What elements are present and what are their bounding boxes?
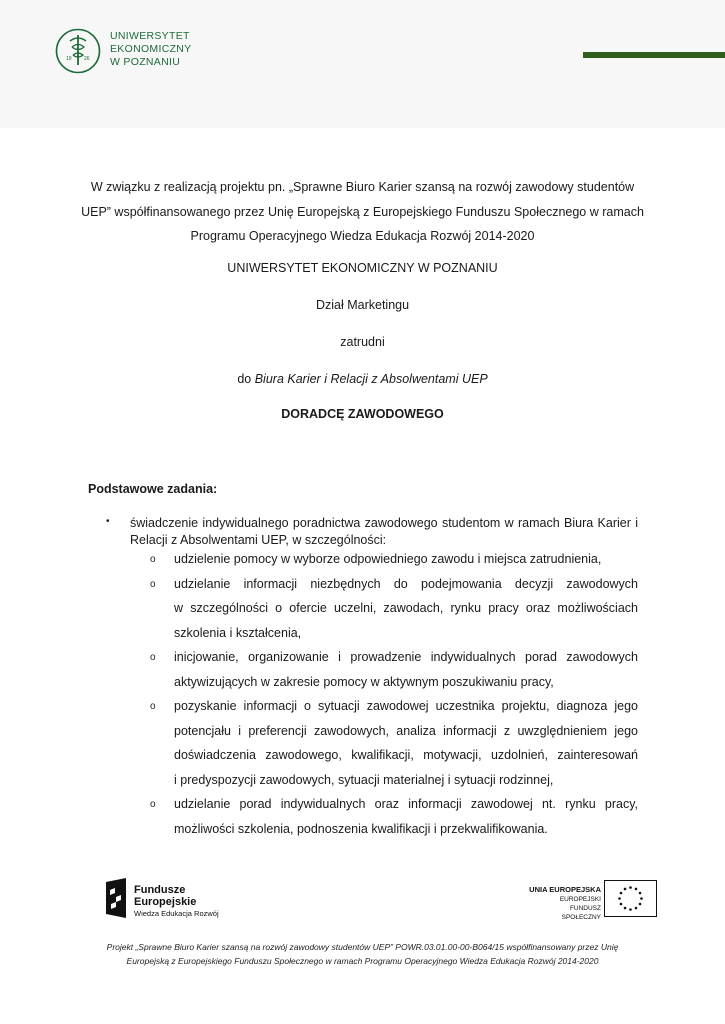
fundusze-europejskie-wordmark [134,884,219,920]
footer-line: Europejską z Europejskiego Funduszu Społecznego w ramach Programu Operacyjnego Wiedza Edukacja Rozwój 2014-2020 [126,956,599,966]
logo-year-right: 26 [84,56,90,62]
sub-task-line: udzielenie pomocy w wyborze odpowiedniego zawodu i miejsca zatrudnienia, [174,552,602,566]
intro-paragraph [0,175,725,249]
sub-bullet-icon: o [150,701,156,712]
eu-star-icon [635,888,638,891]
sub-task-line: potencjału i preferencji zawodowych, analiza informacji z uwzględnieniem jego [174,724,638,738]
letterhead [0,0,725,128]
fe-line: Wiedza Edukacja Rozwój [134,909,219,918]
sub-task-line: udzielanie informacji niezbędnych do podejmowania decyzji zawodowych [174,577,638,591]
tasks-heading: Podstawowe zadania: [88,482,218,496]
sub-bullet-icon: o [150,579,156,590]
fe-line: Europejskie [134,896,197,908]
eu-star-icon [624,907,627,910]
sub-task-line: w szczególności o ofercie uczelni, zawodach, rynku pracy oraz możliwościach [174,601,638,615]
hires-text: zatrudni [340,335,385,349]
sub-task-line: pozyskanie informacji o sytuacji zawodowej uczestnika projektu, diagnoza jego [174,699,638,713]
sub-task-line: i predyspozycji zawodowych, sytuacji materialnej i sytuacji rodzinnej, [174,773,554,787]
eu-wordmark [529,885,601,922]
header-accent-bar [583,52,725,58]
sub-task-line: udzielanie porad indywidualnych oraz informacji zawodowej nt. rynku pracy, [174,797,638,811]
eu-line: EUROPEJSKI [559,896,601,903]
project-footer [0,940,725,968]
eu-star-icon [639,892,642,895]
university-name [110,30,191,69]
fe-line: Fundusze [134,884,186,896]
unit-name: Biura Karier i Relacji z Absolwentami UEP [254,372,488,386]
sub-bullet-icon: o [150,799,156,810]
unit-line [0,372,725,386]
department-name: Dział Marketingu [315,298,410,312]
main-task: świadczenie indywidualnego poradnictwa zawodowego studentom w ramach Biura Karier i Relacji z Absolwentami UEP, w szczególności: [130,516,638,547]
sub-task-line: inicjowanie, organizowanie i prowadzenie indywidualnych porad zawodowych [174,650,638,664]
logo-year-left: 19 [66,56,72,62]
intro-line: Programu Operacyjnego Wiedza Edukacja Rozwój 2014-2020 [190,229,535,243]
sub-task-line: szkolenia i kształcenia, [174,626,302,640]
eu-star-icon [629,886,632,889]
sub-task-line: aktywizujących w zakresie pomocy w aktywnym poszukiwaniu pracy, [174,675,554,689]
sub-task-line: doświadczenia zawodowego, kwalifikacji, motywacji, uzdolnień, zainteresowań [174,748,638,762]
sub-bullet-icon: o [150,554,156,565]
university-name-line: UNIWERSYTET [110,30,190,42]
eu-star-icon [640,897,643,900]
position-title: DORADCĘ ZAWODOWEGO [281,407,444,421]
bullet-icon: • [106,516,110,527]
eu-line: UNIA EUROPEJSKA [529,885,601,894]
intro-line: W związku z realizacją projektu pn. „Sprawne Biuro Karier szansą na rozwój zawodowy studentów [90,180,635,194]
eu-star-icon [639,903,642,906]
unit-prefix: do [237,372,255,386]
eu-line: FUNDUSZ SPOŁECZNY [561,905,601,921]
eu-star-icon [620,903,623,906]
eu-flag-icon [604,880,657,917]
eu-star-icon [618,897,621,900]
sub-task-line: możliwości szkolenia, podnoszenia kwalifikacji i przekwalifikowania. [174,822,548,836]
employer-name: UNIWERSYTET EKONOMICZNY W POZNANIU [227,261,498,275]
footer-line: Projekt „Sprawne Biuro Karier szansą na rozwój zawodowy studentów UEP” POWR.03.01.00-00-B064/15 współfinansowany przez Unię [106,942,619,952]
eu-star-icon [629,908,632,911]
eu-star-icon [624,888,627,891]
eu-star-icon [620,892,623,895]
university-name-line: EKONOMICZNY [110,43,192,55]
intro-line: UEP” współfinansowanego przez Unię Europejską z Europejskiego Funduszu Społecznego w ramach [81,204,644,219]
eu-star-icon [635,907,638,910]
fundusze-europejskie-logo-icon [104,878,128,918]
university-emblem-icon [54,27,102,75]
sub-bullet-icon: o [150,652,156,663]
university-name-line: W POZNANIU [110,56,181,68]
